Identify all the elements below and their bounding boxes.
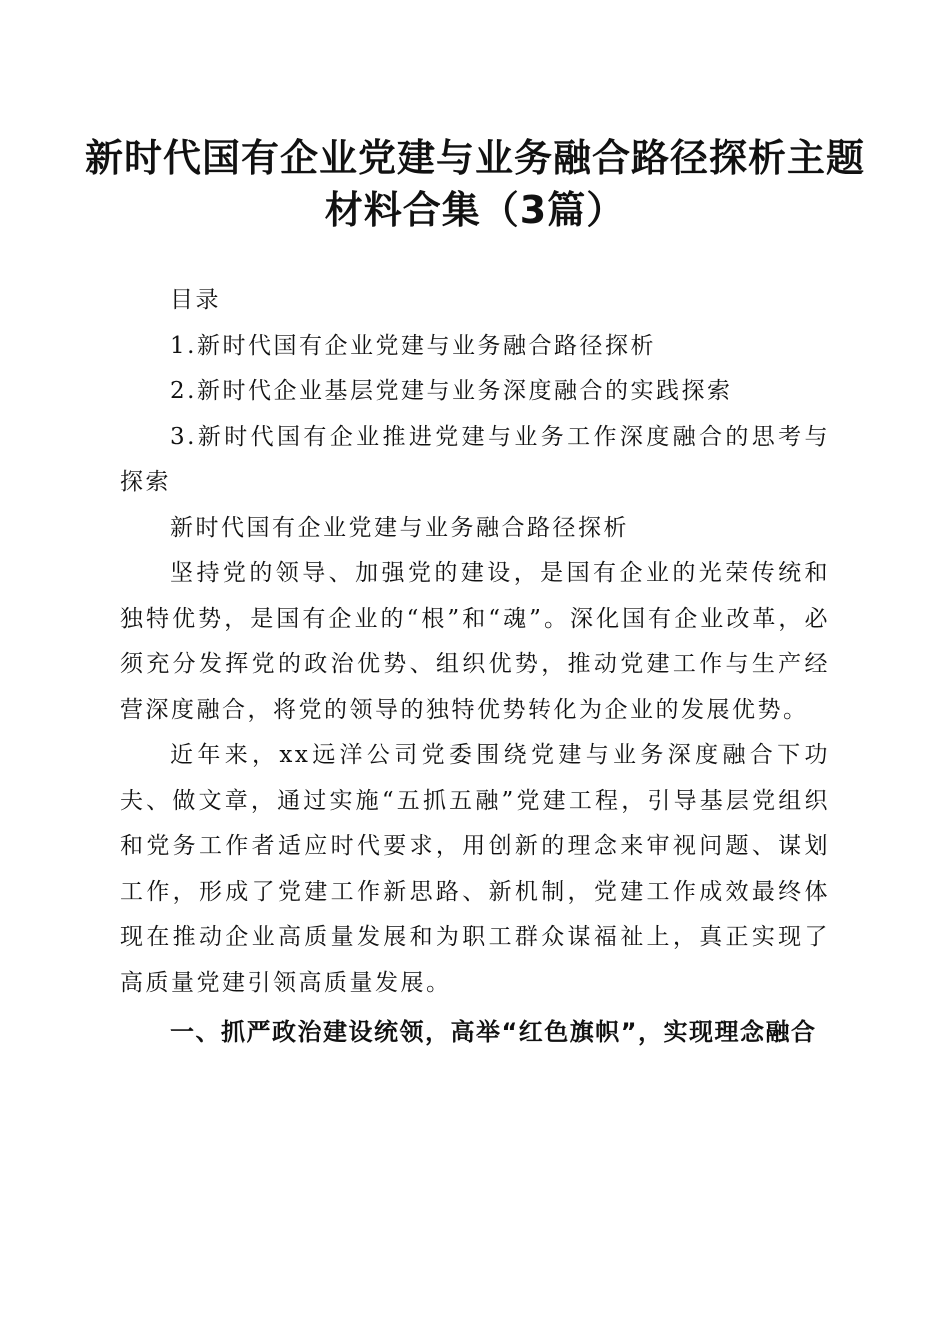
toc-item-2: 2.新时代企业基层党建与业务深度融合的实践探索 — [170, 378, 733, 404]
article-title: 新时代国有企业党建与业务融合路径探析 — [170, 514, 629, 541]
document-body — [120, 278, 830, 1056]
article-paragraph-2: 近年来，xx远洋公司党委围绕党建与业务深度融合下功夫、做文章，通过实施“五抓五融”党建工程，引导基层党组织和党务工作者适应时代要求，用创新的理念来审视问题、谋划工作，形成了党建工作新思路、新机制，党建工作成效最终体现在推动企业高质量发展和为职工群众谋福祉上，真正实现了高质量党建引领高质量发展。 — [120, 742, 830, 996]
toc-item-3: 3.新时代国有企业推进党建与业务工作深度融合的思考与探索 — [120, 423, 830, 495]
section-heading-1: 一、抓严政治建设统领，高举“红色旗帜”，实现理念融合 — [170, 1018, 817, 1046]
document-title — [60, 132, 890, 236]
title-line-2: 材料合集（3篇） — [324, 188, 626, 232]
article-paragraph-1: 坚持党的领导、加强党的建设，是国有企业的光荣传统和独特优势，是国有企业的“根”和“魂”。深化国有企业改革，必须充分发挥党的政治优势、组织优势，推动党建工作与生产经营深度融合，将党的领导的独特优势转化为企业的发展优势。 — [120, 560, 830, 723]
title-line-1: 新时代国有企业党建与业务融合路径探析主题 — [84, 136, 865, 180]
toc-item-1: 1.新时代国有企业党建与业务融合路径探析 — [170, 332, 656, 359]
toc-heading: 目录 — [170, 287, 221, 313]
